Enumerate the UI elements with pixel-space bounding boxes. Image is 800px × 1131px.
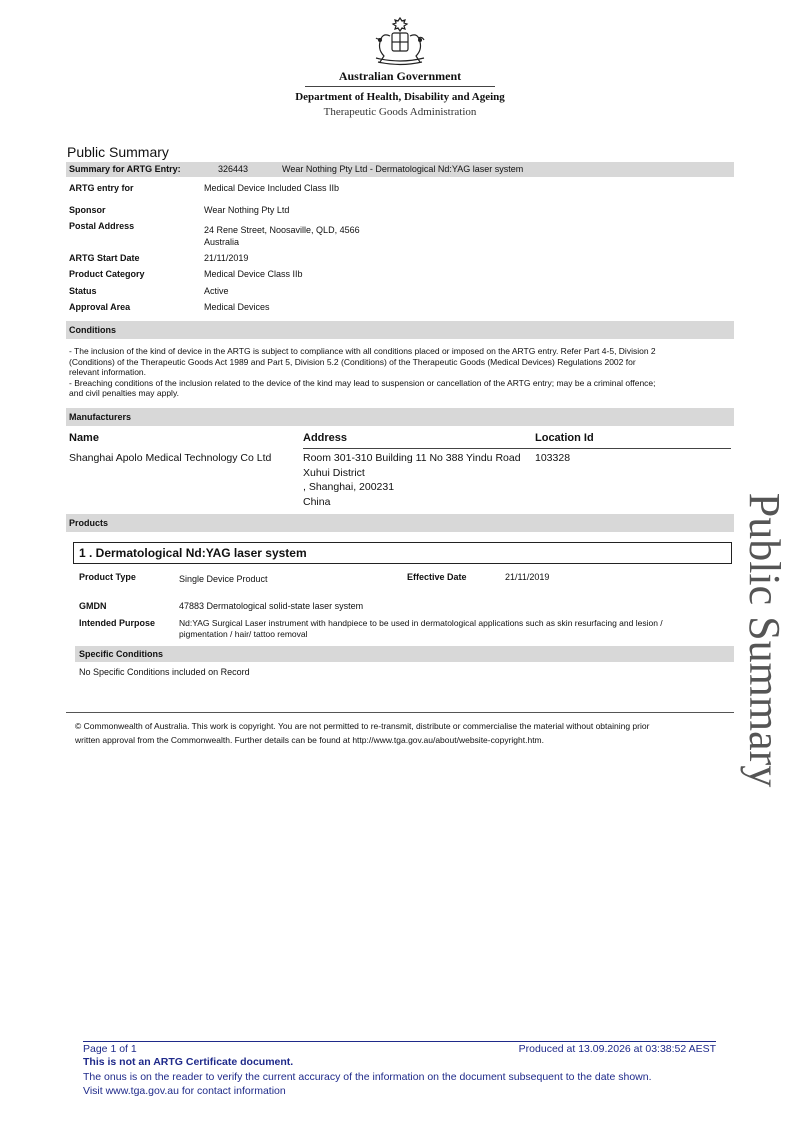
start-date-label: ARTG Start Date <box>69 253 140 263</box>
sponsor-label: Sponsor <box>69 205 106 215</box>
gmdn-value: 47883 Dermatological solid-state laser system <box>179 601 364 611</box>
footer-page-number: Page 1 of 1 <box>83 1043 137 1055</box>
artg-entry-for-label: ARTG entry for <box>69 183 134 193</box>
conditions-line1: - The inclusion of the kind of device in the ARTG is subject to compliance with all conditions placed or imposed on the ARTG entry. Refer Part 4-5, Division 2 <box>69 346 656 356</box>
product-type-value: Single Device Product <box>179 574 268 584</box>
manufacturer-address-line1: Room 301-310 Building 11 No 388 Yindu Road <box>303 452 521 464</box>
manufacturer-address-line4: China <box>303 495 331 508</box>
product-title: 1 . Dermatological Nd:YAG laser system <box>79 546 307 560</box>
intended-purpose-line2: pigmentation / hair/ tattoo removal <box>179 628 308 639</box>
specific-conditions-text: No Specific Conditions included on Record <box>79 667 250 677</box>
start-date-value: 21/11/2019 <box>204 253 249 263</box>
artg-entry-for-value: Medical Device Included Class IIb <box>204 183 340 193</box>
manufacturer-name: Shanghai Apolo Medical Technology Co Ltd <box>69 452 272 464</box>
coat-of-arms-icon <box>368 16 432 66</box>
specific-conditions-bar <box>75 646 734 662</box>
gov-name: Australian Government <box>338 69 462 83</box>
agency-name: Therapeutic Goods Administration <box>323 106 477 118</box>
manufacturers-heading: Manufacturers <box>69 412 132 422</box>
copyright-notice <box>75 719 649 747</box>
footer-not-certificate: This is not an ARTG Certificate document. <box>83 1056 294 1068</box>
footer-onus: The onus is on the reader to verify the current accuracy of the information on the document subsequent to the date shown. <box>83 1071 652 1083</box>
summary-label: Summary for ARTG Entry: <box>69 164 181 174</box>
col-location-header: Location Id <box>535 432 594 444</box>
manufacturers-bar <box>66 408 734 426</box>
intended-purpose-line1: Nd:YAG Surgical Laser instrument with handpiece to be used in dermatological applications such as skin resurfacing and lesion / <box>179 618 663 628</box>
sponsor-value: Wear Nothing Pty Ltd <box>204 205 290 215</box>
summary-entry-desc: Wear Nothing Pty Ltd - Dermatological Nd:YAG laser system <box>282 164 524 174</box>
product-category-label: Product Category <box>69 269 145 279</box>
table-header-rule <box>303 448 731 449</box>
status-label: Status <box>69 286 97 296</box>
product-category-value: Medical Device Class IIb <box>204 269 303 279</box>
products-bar <box>66 514 734 532</box>
conditions-bar <box>66 321 734 339</box>
page-title: Public Summary <box>67 144 169 160</box>
footer-produced: Produced at 13.09.2026 at 03:38:52 AEST <box>518 1043 716 1055</box>
postal-address-line2: Australia <box>204 237 240 247</box>
header-rule <box>305 86 495 87</box>
footer-rule <box>83 1041 716 1042</box>
product-type-label: Product Type <box>79 572 136 582</box>
approval-area-value: Medical Devices <box>204 302 270 312</box>
approval-area-label: Approval Area <box>69 302 131 312</box>
effective-date-value: 21/11/2019 <box>505 572 550 582</box>
products-heading: Products <box>69 518 109 528</box>
summary-entry-no: 326443 <box>218 164 249 174</box>
conditions-line3: relevant information. <box>69 367 147 377</box>
copyright-line2: written approval from the Commonwealth. Further details can be found at http://www.tga.gov.au/about/website-copyright.htm. <box>75 735 544 745</box>
footer-visit-link[interactable]: Visit www.tga.gov.au for contact information <box>83 1085 286 1097</box>
manufacturer-address-line2: Xuhui District <box>303 466 365 479</box>
postal-address-label: Postal Address <box>69 221 135 231</box>
effective-date-label: Effective Date <box>407 572 467 582</box>
conditions-heading: Conditions <box>69 325 116 335</box>
manufacturer-location-id: 103328 <box>535 452 571 464</box>
manufacturer-address-line3: , Shanghai, 200231 <box>303 481 395 493</box>
copyright-line1: © Commonwealth of Australia. This work is copyright. You are not permitted to re-transmit, distribute or commercialise the material without obtaining prior <box>75 721 650 731</box>
conditions-line2: (Conditions) of the Therapeutic Goods Act 1989 and Part 5, Division 5.2 (Conditions) of the Therapeutic Goods (Medical Devices) Regulations 2002 for <box>69 356 636 367</box>
col-address-header: Address <box>303 432 348 444</box>
manufacturer-address <box>303 451 521 509</box>
summary-bar <box>66 162 734 177</box>
conditions-line4: - Breaching conditions of the inclusion related to the device of the kind may lead to suspension or cancellation of the ARTG entry; may be a criminal offence; <box>69 377 656 388</box>
intended-purpose-label: Intended Purpose <box>79 618 156 628</box>
public-summary-watermark <box>690 450 800 830</box>
conditions-text <box>69 346 734 399</box>
conditions-line5: and civil penalties may apply. <box>69 388 179 398</box>
department-name: Department of Health, Disability and Ageing <box>295 91 505 103</box>
specific-conditions-heading: Specific Conditions <box>79 649 164 659</box>
col-name-header: Name <box>69 432 99 444</box>
intended-purpose-value <box>179 618 663 639</box>
watermark-text: Public Summary <box>740 492 789 788</box>
copyright-rule <box>66 712 734 713</box>
postal-address-line1: 24 Rene Street, Noosaville, QLD, 4566 <box>204 225 360 235</box>
gmdn-label: GMDN <box>79 601 107 611</box>
status-value: Active <box>204 286 229 296</box>
